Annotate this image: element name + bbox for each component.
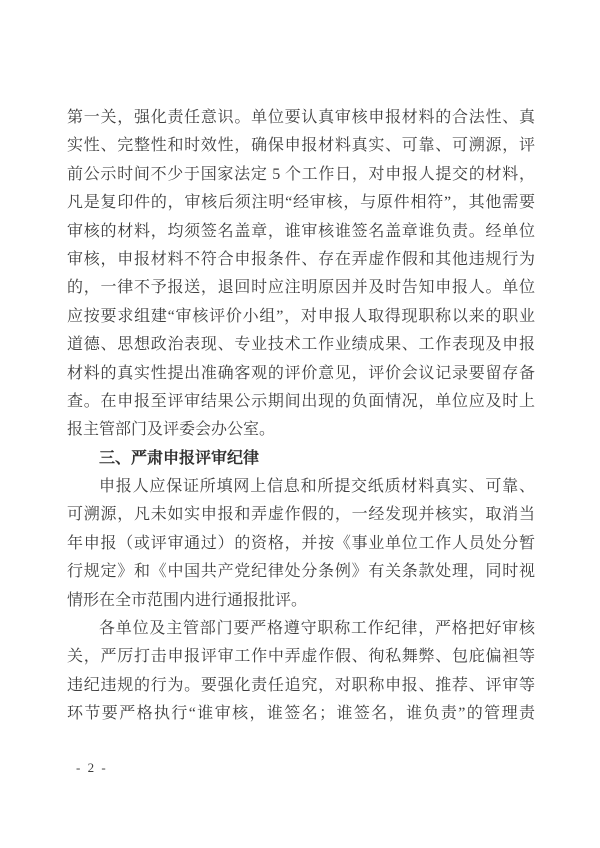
text-line: 年申报（或评审通过）的资格，并按《事业单位工作人员处分暂 <box>67 534 535 552</box>
paragraph-2 <box>67 473 535 615</box>
page-number: - 2 - <box>76 760 108 775</box>
text-line: 审核，申报材料不符合申报条件、存在弄虚作假和其他违规行为 <box>67 250 535 268</box>
text-line: 申报人应保证所填网上信息和所提交纸质材料真实、可靠、 <box>99 478 535 496</box>
document-text <box>67 104 535 729</box>
text-line: 可溯源，凡未如实申报和弄虚作假的，一经发现并核实，取消当 <box>67 506 535 524</box>
text-line: 实性、完整性和时效性，确保申报材料真实、可靠、可溯源，评 <box>67 137 535 155</box>
paragraph-continuation <box>67 104 535 445</box>
text-line: 的，一律不予报送，退回时应注明原因并及时告知申报人。单位 <box>67 279 535 297</box>
text-line: 前公示时间不少于国家法定 5 个工作日，对申报人提交的材料， <box>67 165 535 183</box>
text-line: 情形在全市范围内进行通报批评。 <box>67 591 308 609</box>
text-line: 查。在申报至评审结果公示期间出现的负面情况，单位应及时上 <box>67 392 535 410</box>
paragraph-3 <box>67 615 535 729</box>
text-line: 第一关，强化责任意识。单位要认真审核申报材料的合法性、真 <box>67 109 535 126</box>
text-line: 凡是复印件的，审核后须注明“经审核，与原件相符”，其他需要 <box>67 194 535 212</box>
section-heading <box>67 445 535 473</box>
section-heading-text: 三、严肃申报评审纪律 <box>99 449 260 467</box>
text-line: 报主管部门及评委会办公室。 <box>67 421 276 439</box>
text-line: 应按要求组建“审核评价小组”，对申报人取得现职称以来的职业 <box>67 307 535 325</box>
text-line: 环节要严格执行“谁审核，谁签名；谁签名，谁负责”的管理责 <box>67 705 535 723</box>
text-line: 行规定》和《中国共产党纪律处分条例》有关条款处理，同时视 <box>67 563 535 581</box>
text-line: 违纪违规的行为。要强化责任追究，对职称申报、推荐、评审等 <box>67 676 535 694</box>
text-line: 关，严厉打击申报评审工作中弄虚作假、徇私舞弊、包庇偏袒等 <box>67 648 535 666</box>
text-line: 各单位及主管部门要严格遵守职称工作纪律，严格把好审核 <box>99 620 535 638</box>
text-line: 材料的真实性提出准确客观的评价意见，评价会议记录要留存备 <box>67 364 535 382</box>
text-line: 道德、思想政治表现、专业技术工作业绩成果、工作表现及申报 <box>67 336 535 354</box>
text-line: 审核的材料，均须签名盖章，谁审核谁签名盖章谁负责。经单位 <box>67 222 535 240</box>
